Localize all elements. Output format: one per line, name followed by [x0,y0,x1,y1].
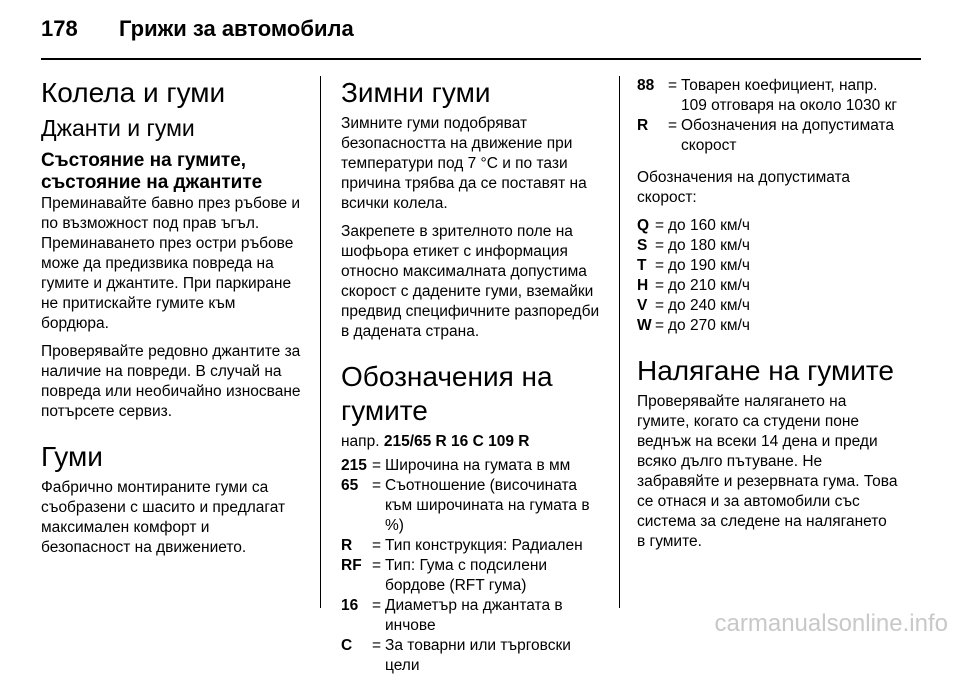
definition-equals: = [372,597,382,614]
speed-equals: = [655,237,665,254]
definition-term: R [637,117,649,134]
speed-equals: = [655,257,665,274]
speed-description: до 240 км/ч [668,297,750,314]
definition-description: Тип: Гума с подсилени бордове (RFT гума) [385,557,548,594]
header-rule [41,58,921,60]
subheading-condition: Състояние на гумите, състояние на джантите [41,150,263,193]
definition-equals: = [372,537,382,554]
speed-row [637,256,899,276]
speed-term: W [637,317,652,334]
definition-description: За товарни или търговски цели [385,637,571,674]
definition-row [341,636,603,676]
speed-description: до 180 км/ч [668,237,750,254]
definition-row [637,116,899,156]
speed-row [637,296,899,316]
section-heading-wheels-tyres: Колела и гуми [41,77,226,108]
chapter-title: Грижи за автомобила [119,16,354,41]
definition-equals: = [372,637,382,654]
speed-description: до 210 км/ч [668,277,750,294]
speed-equals: = [655,297,665,314]
definition-description: Тип конструкция: Радиален [385,537,583,554]
speed-description: до 190 км/ч [668,257,750,274]
definition-equals: = [668,77,678,94]
speed-description: до 160 км/ч [668,217,750,234]
paragraph-kerbs: Преминавайте бавно през ръбове и по възможност под прав ъгъл. Преминаването през остри ръбове може да предизвика повреда на гумите и джантите. При паркиране не притискайте гумите към бордюра. [41,195,301,332]
speed-row [637,276,899,296]
speed-row [637,236,899,256]
designation-list-continued [637,76,899,156]
subsection-heading-rims-tyres: Джанти и гуми [41,115,195,141]
column-divider [320,76,321,608]
speed-equals: = [655,317,665,334]
definition-row [341,536,603,556]
paragraph-check-rims: Проверявайте редовно джантите за наличие на повреди. В случай на повреда или необичайно износване потърсете сервиз. [41,343,301,420]
column-3 [637,76,899,560]
column-divider [619,76,620,608]
definition-description: Диаметър на джантата в инчове [385,597,563,634]
section-heading-winter-tyres: Зимни гуми [341,77,491,108]
designation-list [341,456,603,676]
section-heading-tyre-pressure: Налягане на гумите [637,355,894,386]
paragraph-speed-designations: Обозначения на допустимата скорост: [637,169,851,206]
speed-term: H [637,277,649,294]
speed-equals: = [655,217,665,234]
speed-list [637,216,899,336]
speed-term: V [637,297,648,314]
definition-term: C [341,637,353,654]
watermark: carmanualsonline.info [714,610,948,637]
page-number: 178 [41,16,78,41]
definition-equals: = [668,117,678,134]
definition-description: Съотношение (височината към широчината на гумата в %) [385,477,590,534]
definition-description: Широчина на гумата в мм [385,457,571,474]
definition-term: 65 [341,477,359,494]
definition-row [637,76,899,116]
column-2 [341,76,603,682]
section-heading-tyre-designations: Обозначения на гумите [341,361,553,426]
speed-term: Q [637,217,650,234]
page-header [41,14,921,54]
example-code: 215/65 R 16 C 109 R [383,433,530,450]
definition-term: 16 [341,597,359,614]
definition-row [341,456,603,476]
speed-description: до 270 км/ч [668,317,750,334]
example-line [341,432,603,452]
paragraph-winter-safety: Зимните гуми подобряват безопасността на движение при температури под 7 °C и по тази причина трябва да се поставят на всички колела. [341,115,587,212]
definition-row [341,476,603,536]
speed-equals: = [655,277,665,294]
section-heading-tyres: Гуми [41,441,103,472]
definition-row [341,556,603,596]
speed-term: S [637,237,648,254]
speed-row [637,216,899,236]
example-prefix: напр. [341,433,380,450]
definition-equals: = [372,557,382,574]
speed-term: T [637,257,647,274]
definition-term: 88 [637,77,655,94]
definition-description: Товарен коефициент, напр. 109 отговаря на около 1030 кг [681,77,898,114]
definition-equals: = [372,457,382,474]
definition-term: 215 [341,457,367,474]
speed-row [637,316,899,336]
paragraph-tyre-pressure: Проверявайте налягането на гумите, когато са студени поне веднъж на всеки 14 дена и преди всяко дълго пътуване. Не забравяйте и резервната гума. Това се отнася и за автомобили със система за следене на налягането в гумите. [637,393,898,550]
definition-description: Обозначения на допустимата скорост [681,117,895,154]
column-1 [41,76,303,566]
paragraph-speed-label: Закрепете в зрителното поле на шофьора етикет с информация относно максималната допустима скорост с дадените гуми, вземайки предвид специфичните разпоредби в дадената страна. [341,223,600,340]
definition-equals: = [372,477,382,494]
definition-row [341,596,603,636]
paragraph-factory-tyres: Фабрично монтираните гуми са съобразени с шасито и предлагат максимален комфорт и безопасност на движението. [41,479,286,556]
definition-term: RF [341,557,362,574]
definition-term: R [341,537,353,554]
